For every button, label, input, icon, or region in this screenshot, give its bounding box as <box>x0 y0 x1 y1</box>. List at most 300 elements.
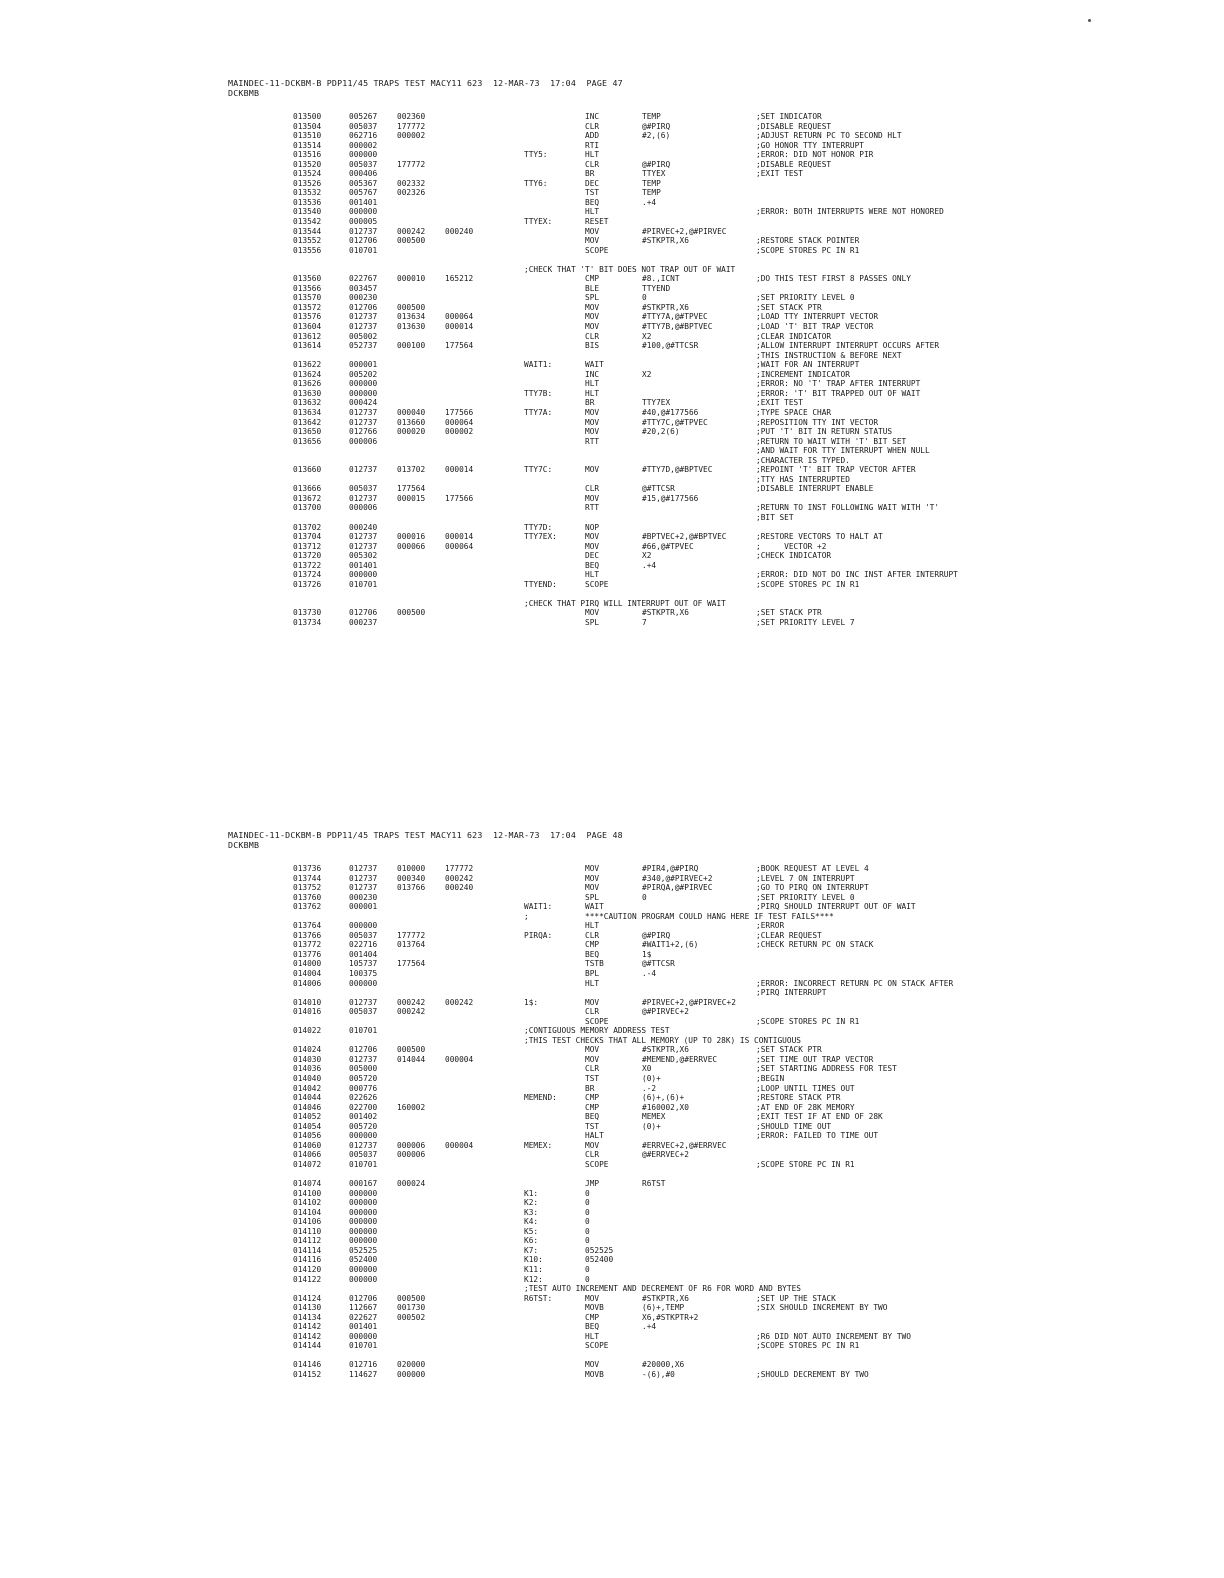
opcode: 0 <box>585 1226 590 1236</box>
opcode: 0 <box>585 1274 590 1284</box>
opcode: HLT <box>585 978 600 988</box>
operand: #TTY7B,@#BPTVEC <box>642 322 713 332</box>
operand: (6)+,TEMP <box>642 1303 685 1313</box>
address: 013704 <box>293 532 322 542</box>
comment: ;DISABLE REQUEST <box>756 121 832 131</box>
operand: #TTY7C,@#TPVEC <box>642 417 708 427</box>
word-2: 000100 <box>397 341 426 351</box>
opcode: RESET <box>585 217 609 227</box>
word-3: 165212 <box>445 274 474 284</box>
listing-line <box>228 893 1168 903</box>
label: K7: <box>524 1245 539 1255</box>
comment: ;BIT SET <box>756 512 794 522</box>
operand: @#PIRVEC+2 <box>642 1007 689 1017</box>
address: 014042 <box>293 1083 322 1093</box>
comment: ;ALLOW INTERRUPT INTERRUPT OCCURS AFTER <box>756 341 940 351</box>
comment: ;R6 DID NOT AUTO INCREMENT BY TWO <box>756 1331 911 1341</box>
opcode: CMP <box>585 1093 600 1103</box>
comment: ;CHECK INDICATOR <box>756 551 832 561</box>
word-1: 000000 <box>349 1131 378 1141</box>
address: 014130 <box>293 1303 322 1313</box>
opcode: 052525 <box>585 1245 614 1255</box>
opcode: MOV <box>585 1045 600 1055</box>
operand: #160002,X0 <box>642 1102 689 1112</box>
listing-line <box>228 217 1168 227</box>
address: 013570 <box>293 293 322 303</box>
operand: #15,@#177566 <box>642 493 699 503</box>
opcode: MOV <box>585 873 600 883</box>
word-2: 000242 <box>397 997 426 1007</box>
listing-line <box>228 570 1168 580</box>
word-3: 000240 <box>445 226 474 236</box>
opcode: MOV <box>585 1140 600 1150</box>
word-1: 000001 <box>349 902 378 912</box>
listing-line <box>228 1131 1168 1141</box>
word-1: 022626 <box>349 1093 378 1103</box>
word-1: 005037 <box>349 1150 378 1160</box>
address: 014044 <box>293 1093 322 1103</box>
opcode: CMP <box>585 1312 600 1322</box>
address: 014122 <box>293 1274 322 1284</box>
word-2: 000500 <box>397 1045 426 1055</box>
opcode: MOV <box>585 532 600 542</box>
label: TTY7A: <box>524 407 553 417</box>
listing-line <box>228 523 1168 533</box>
opcode: 0 <box>585 1217 590 1227</box>
word-1: 022716 <box>349 940 378 950</box>
label: MEMEX: <box>524 1140 553 1150</box>
listing-line <box>228 580 1168 590</box>
opcode: HLT <box>585 1331 600 1341</box>
operand: #PIRVEC+2,@#PIRVEC <box>642 226 727 236</box>
opcode: CLR <box>585 484 600 494</box>
word-2: 013766 <box>397 883 426 893</box>
comment: ;GO HONOR TTY INTERRUPT <box>756 140 864 150</box>
opcode: MOV <box>585 407 600 417</box>
comment: ;RESTORE STACK POINTER <box>756 236 860 246</box>
word-1: 000000 <box>349 207 378 217</box>
operand: X0 <box>642 1064 652 1074</box>
label: TTY7B: <box>524 388 553 398</box>
listing-line <box>228 532 1168 542</box>
label: K11: <box>524 1264 543 1274</box>
listing-line <box>228 284 1168 294</box>
comment: ;REPOSITION TTY INT VECTOR <box>756 417 879 427</box>
listing-line <box>228 1055 1168 1065</box>
word-2: 000066 <box>397 541 426 551</box>
operand: (0)+ <box>642 1121 661 1131</box>
comment: ;SCOPE STORES PC IN R1 <box>756 579 860 589</box>
word-1: 012737 <box>349 532 378 542</box>
listing-line <box>228 255 1168 265</box>
listing-line <box>228 1341 1168 1351</box>
word-1: 005202 <box>349 369 378 379</box>
comment: ;RESTORE STACK PTR <box>756 1093 841 1103</box>
word-3: 000004 <box>445 1140 474 1150</box>
label: WAIT1: <box>524 360 553 370</box>
comment: ;PIRQ SHOULD INTERRUPT OUT OF WAIT <box>756 902 916 912</box>
comment: ;BEGIN <box>756 1074 785 1084</box>
word-1: 012737 <box>349 322 378 332</box>
comment: ;SET STACK PTR <box>756 302 822 312</box>
word-1: 000002 <box>349 140 378 150</box>
opcode: ****CAUTION PROGRAM COULD HANG HERE IF TEST FAILS**** <box>585 911 834 921</box>
listing-line <box>228 1160 1168 1170</box>
word-1: 000167 <box>349 1179 378 1189</box>
word-1: 010701 <box>349 245 378 255</box>
section-comment: ;CHECK THAT 'T' BIT DOES NOT TRAP OUT OF WAIT <box>524 264 736 274</box>
comment: ;SCOPE STORES PC IN R1 <box>756 1016 860 1026</box>
label: K1: <box>524 1188 539 1198</box>
word-1: 012737 <box>349 883 378 893</box>
opcode: TST <box>585 1121 600 1131</box>
listing-line <box>228 379 1168 389</box>
opcode: MOV <box>585 427 600 437</box>
opcode: SPL <box>585 293 600 303</box>
word-2: 177564 <box>397 959 426 969</box>
listing-line <box>228 1284 1168 1294</box>
opcode: BR <box>585 169 595 179</box>
operand: .+4 <box>642 560 657 570</box>
listing-line <box>228 950 1168 960</box>
address: 013622 <box>293 360 322 370</box>
comment: ;THIS INSTRUCTION & BEFORE NEXT <box>756 350 902 360</box>
listing-line <box>228 207 1168 217</box>
opcode: INC <box>585 369 600 379</box>
word-2: 000024 <box>397 1179 426 1189</box>
listing-page-48 <box>228 830 1168 1380</box>
word-1: 000006 <box>349 436 378 446</box>
address: 014116 <box>293 1255 322 1265</box>
word-1: 000240 <box>349 522 378 532</box>
address: 014030 <box>293 1054 322 1064</box>
word-2: 013634 <box>397 312 426 322</box>
word-3: 000242 <box>445 997 474 1007</box>
listing-line <box>228 940 1168 950</box>
label: MEMEND: <box>524 1093 557 1103</box>
comment: ;EXIT TEST <box>756 169 803 179</box>
word-1: 012737 <box>349 493 378 503</box>
address: 013524 <box>293 169 322 179</box>
opcode: MOV <box>585 322 600 332</box>
listing-line <box>228 1351 1168 1361</box>
comment: ;SHOULD TIME OUT <box>756 1121 832 1131</box>
word-1: 000005 <box>349 217 378 227</box>
opcode: MOV <box>585 1054 600 1064</box>
word-1: 012737 <box>349 417 378 427</box>
address: 014060 <box>293 1140 322 1150</box>
comment: ;SET UP THE STACK <box>756 1293 836 1303</box>
opcode: INC <box>585 112 600 121</box>
opcode: 0 <box>585 1236 590 1246</box>
word-1: 005037 <box>349 484 378 494</box>
word-1: 005367 <box>349 178 378 188</box>
word-1: 012706 <box>349 608 378 618</box>
opcode: SCOPE <box>585 1159 609 1169</box>
word-2: 013660 <box>397 417 426 427</box>
word-3: 000014 <box>445 322 474 332</box>
listing-line <box>228 437 1168 447</box>
listing-line <box>228 1150 1168 1160</box>
section-comment: ;TEST AUTO INCREMENT AND DECREMENT OF R6 FOR WORD AND BYTES <box>524 1284 801 1294</box>
address: 013744 <box>293 873 322 883</box>
listing-line <box>228 1360 1168 1370</box>
opcode: 0 <box>585 1207 590 1217</box>
word-2: 000002 <box>397 131 426 141</box>
operand: TTY7EX <box>642 398 671 408</box>
word-2: 160002 <box>397 1102 426 1112</box>
word-2: 177772 <box>397 121 426 131</box>
label: K3: <box>524 1207 539 1217</box>
address: 014052 <box>293 1112 322 1122</box>
label: K2: <box>524 1198 539 1208</box>
address: 013514 <box>293 140 322 150</box>
word-1: 012706 <box>349 236 378 246</box>
listing-line <box>228 246 1168 256</box>
listing-line <box>228 465 1168 475</box>
opcode: BEQ <box>585 1112 600 1122</box>
listing-line <box>228 874 1168 884</box>
comment: ;TYPE SPACE CHAR <box>756 407 832 417</box>
listing-line <box>228 1313 1168 1323</box>
word-1: 012737 <box>349 864 378 873</box>
word-3: 177564 <box>445 341 474 351</box>
word-3: 177772 <box>445 864 474 873</box>
operand: 1$ <box>642 949 652 959</box>
address: 014142 <box>293 1331 322 1341</box>
listing-line <box>228 864 1168 874</box>
label: TTY6: <box>524 178 548 188</box>
word-1: 001401 <box>349 197 378 207</box>
word-1: 022627 <box>349 1312 378 1322</box>
opcode: WAIT <box>585 360 604 370</box>
address: 014004 <box>293 969 322 979</box>
opcode: RTT <box>585 503 600 513</box>
address: 013722 <box>293 560 322 570</box>
word-2: 000040 <box>397 407 426 417</box>
opcode: BEQ <box>585 1322 600 1332</box>
operand: TTYEX <box>642 169 666 179</box>
comment: ;ERROR: BOTH INTERRUPTS WERE NOT HONORED <box>756 207 944 217</box>
listing-line <box>228 959 1168 969</box>
address: 013634 <box>293 407 322 417</box>
address: 013520 <box>293 159 322 169</box>
address: 013734 <box>293 617 322 627</box>
word-3: 000014 <box>445 465 474 475</box>
address: 014066 <box>293 1150 322 1160</box>
address: 014036 <box>293 1064 322 1074</box>
word-1: 012737 <box>349 873 378 883</box>
listing-line <box>228 150 1168 160</box>
address: 014074 <box>293 1179 322 1189</box>
opcode: TST <box>585 1074 600 1084</box>
address: 013730 <box>293 608 322 618</box>
word-1: 012706 <box>349 1045 378 1055</box>
label: ; <box>524 911 529 921</box>
comment: ;DISABLE INTERRUPT ENABLE <box>756 484 874 494</box>
listing-line <box>228 122 1168 132</box>
word-2: 000006 <box>397 1150 426 1160</box>
word-1: 012737 <box>349 1140 378 1150</box>
listing-line <box>228 1045 1168 1055</box>
address: 013764 <box>293 921 322 931</box>
listing-line <box>228 427 1168 437</box>
comment: ;RETURN TO INST FOLLOWING WAIT WITH 'T' <box>756 503 940 513</box>
word-3: 177566 <box>445 407 474 417</box>
listing-line <box>228 398 1168 408</box>
opcode: HLT <box>585 388 600 398</box>
opcode: MOV <box>585 226 600 236</box>
address: 013720 <box>293 551 322 561</box>
operand: TEMP <box>642 188 661 198</box>
opcode: DEC <box>585 178 600 188</box>
listing-line <box>228 188 1168 198</box>
address: 014104 <box>293 1207 322 1217</box>
listing-line <box>228 198 1168 208</box>
word-2: 000016 <box>397 532 426 542</box>
label: 1$: <box>524 997 539 1007</box>
opcode: 052400 <box>585 1255 614 1265</box>
opcode: MOV <box>585 1293 600 1303</box>
label: TTYEX: <box>524 217 553 227</box>
listing-line <box>228 446 1168 456</box>
address: 014110 <box>293 1226 322 1236</box>
word-1: 001401 <box>349 1322 378 1332</box>
listing-line <box>228 179 1168 189</box>
word-2: 000500 <box>397 1293 426 1303</box>
word-2: 000500 <box>397 302 426 312</box>
word-1: 000001 <box>349 360 378 370</box>
word-1: 000000 <box>349 921 378 931</box>
opcode: TSTB <box>585 959 604 969</box>
address: 013536 <box>293 197 322 207</box>
opcode: MOV <box>585 864 600 873</box>
listing-line <box>228 484 1168 494</box>
page-header-line1: MAINDEC-11-DCKBM-B PDP11/45 TRAPS TEST MACY11 623 12-MAR-73 17:04 PAGE 47 <box>228 78 623 88</box>
word-1: 052525 <box>349 1245 378 1255</box>
address: 013700 <box>293 503 322 513</box>
operand: @#TTCSR <box>642 484 675 494</box>
word-1: 001404 <box>349 949 378 959</box>
word-2: 002332 <box>397 178 426 188</box>
operand: @#TTCSR <box>642 959 675 969</box>
operand: #STKPTR,X6 <box>642 236 689 246</box>
word-1: 012706 <box>349 1293 378 1303</box>
opcode: RTT <box>585 436 600 446</box>
word-1: 010701 <box>349 1026 378 1036</box>
listing-line <box>228 1370 1168 1380</box>
address: 014040 <box>293 1074 322 1084</box>
word-2: 001730 <box>397 1303 426 1313</box>
word-1: 012737 <box>349 312 378 322</box>
code-listing <box>228 864 1168 1380</box>
listing-line <box>228 475 1168 485</box>
comment: ;AT END OF 28K MEMORY <box>756 1102 855 1112</box>
word-1: 012737 <box>349 407 378 417</box>
address: 014000 <box>293 959 322 969</box>
word-1: 000776 <box>349 1083 378 1093</box>
listing-line <box>228 360 1168 370</box>
word-2: 000242 <box>397 1007 426 1017</box>
word-1: 114627 <box>349 1369 378 1379</box>
word-1: 005037 <box>349 1007 378 1017</box>
operand: X2 <box>642 331 652 341</box>
listing-page-47 <box>228 78 1168 628</box>
listing-line <box>228 408 1168 418</box>
address: 013614 <box>293 341 322 351</box>
listing-line <box>228 1122 1168 1132</box>
comment: ;WAIT FOR AN INTERRUPT <box>756 360 860 370</box>
word-1: 000000 <box>349 1198 378 1208</box>
operand: #340,@#PIRVEC+2 <box>642 873 713 883</box>
listing-line <box>228 1017 1168 1027</box>
listing-line <box>228 1236 1168 1246</box>
word-1: 000000 <box>349 1207 378 1217</box>
operand: TEMP <box>642 112 661 121</box>
word-1: 000000 <box>349 1274 378 1284</box>
operand: 0 <box>642 293 647 303</box>
label: WAIT1: <box>524 902 553 912</box>
address: 013510 <box>293 131 322 141</box>
comment: ;SET STARTING ADDRESS FOR TEST <box>756 1064 897 1074</box>
listing-line <box>228 618 1168 628</box>
listing-line <box>228 1093 1168 1103</box>
listing-line <box>228 322 1168 332</box>
listing-line <box>228 1246 1168 1256</box>
word-1: 012737 <box>349 1054 378 1064</box>
opcode: CLR <box>585 1150 600 1160</box>
listing-line <box>228 1322 1168 1332</box>
operand: (0)+ <box>642 1074 661 1084</box>
address: 014146 <box>293 1360 322 1370</box>
opcode: MOV <box>585 608 600 618</box>
listing-line <box>228 551 1168 561</box>
label: K6: <box>524 1236 539 1246</box>
comment: ;DISABLE REQUEST <box>756 159 832 169</box>
opcode: MOV <box>585 1360 600 1370</box>
comment: ;CHARACTER IS TYPED. <box>756 455 850 465</box>
listing-line <box>228 1170 1168 1180</box>
opcode: CLR <box>585 159 600 169</box>
opcode: BEQ <box>585 949 600 959</box>
word-1: 000000 <box>349 1264 378 1274</box>
operand: X2 <box>642 551 652 561</box>
word-1: 005037 <box>349 930 378 940</box>
comment: ;DO THIS TEST FIRST 8 PASSES ONLY <box>756 274 911 284</box>
comment: ;ERROR: INCORRECT RETURN PC ON STACK AFTER <box>756 978 954 988</box>
word-1: 000424 <box>349 398 378 408</box>
operand: MEMEX <box>642 1112 666 1122</box>
address: 013604 <box>293 322 322 332</box>
operand: #BPTVEC+2,@#BPTVEC <box>642 532 727 542</box>
opcode: CLR <box>585 121 600 131</box>
word-1: 003457 <box>349 283 378 293</box>
operand: #STKPTR,X6 <box>642 608 689 618</box>
comment: ;INCREMENT INDICATOR <box>756 369 850 379</box>
operand: R6TST <box>642 1179 666 1189</box>
address: 014102 <box>293 1198 322 1208</box>
opcode: CLR <box>585 331 600 341</box>
word-1: 000230 <box>349 293 378 303</box>
word-1: 012706 <box>349 302 378 312</box>
listing-line <box>228 312 1168 322</box>
opcode: SCOPE <box>585 245 609 255</box>
listing-line <box>228 332 1168 342</box>
word-2: 000015 <box>397 493 426 503</box>
opcode: CLR <box>585 930 600 940</box>
address: 014120 <box>293 1264 322 1274</box>
comment: ;TTY HAS INTERRUPTED <box>756 474 850 484</box>
